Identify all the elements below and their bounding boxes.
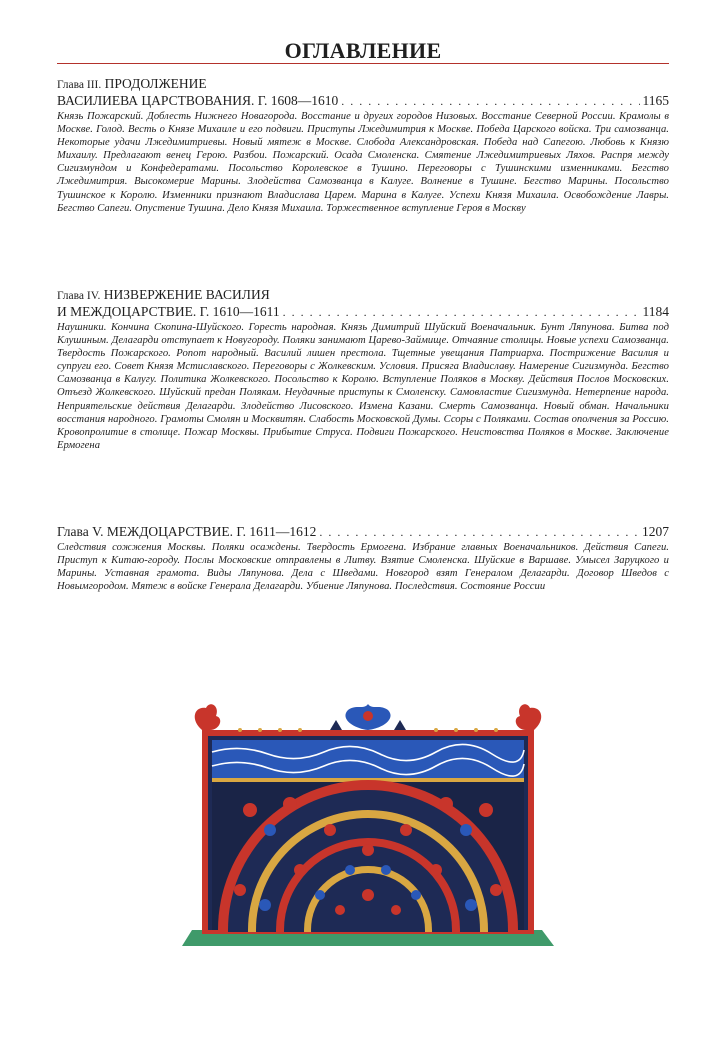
chapter-4-title-line2: И МЕЖДОЦАРСТВИЕ. Г. 1610—1611 <box>57 304 280 319</box>
chapter-3-title-line1: ПРОДОЛЖЕНИЕ <box>101 76 207 91</box>
dot-leader <box>319 525 639 540</box>
chapter-4-entry <box>57 287 669 452</box>
chapter-4-title-line1: НИЗВЕРЖЕНИЕ ВАСИЛИЯ <box>100 287 270 302</box>
dot-leader <box>283 305 640 320</box>
chapter-3-entry <box>57 76 669 215</box>
chapter-4-title-row <box>57 304 669 320</box>
chapter-4-heading <box>57 287 669 304</box>
chapter-3-title-line2: ВАСИЛИЕВА ЦАРСТВОВАНИЯ. Г. 1608—1610 <box>57 93 339 108</box>
dot-leader <box>341 94 639 109</box>
chapter-5-heading <box>57 524 316 539</box>
chapter-3-heading <box>57 76 669 93</box>
chapter-5-page-number: 1207 <box>642 524 669 539</box>
title-rule <box>57 63 669 64</box>
illuminated-arch-headpiece-icon <box>180 700 556 950</box>
chapter-5-title: МЕЖДОЦАРСТВИЕ. Г. 1611—1612 <box>103 524 317 539</box>
page-title: ОГЛАВЛЕНИЕ <box>284 38 442 63</box>
chapter-3-title-row <box>57 93 669 109</box>
chapter-3-label: Глава III. <box>57 79 102 91</box>
chapter-4-summary: Наушники. Кончина Скопина-Шуйского. Горесть народная. Князь Димитрий Шуйский Военачальник. Бунт Ляпунова. Битва под Клушиным. Делагарди отступает к Новугороду. Поляки занимают Царево-Займище. Отчаяние столицы. Новые успехи Самозванца. Твердость Пожарского. Ропот народный. Василий лишен престола. Тщетные увещания Патриарха. Пострижение Василия и супруги его. Совет Князя Мстиславского. Переговоры с Жолкевским. Условия. Присяга Владиславу. Намерение Сигизмунда. Бегство Самозванца в Калугу. Политика Жолкевского. Посольство к Королю. Вступление Поляков в Москву. Действия Послов Московских. Отъезд Жолкевского. Шуйский предан Полякам. Неудачные приступы к Смоленску. Самовластие Сигизмунда. Нетерпение народа. Неприятельские действия Делагарди. Злодейство Лисовского. Измена Казани. Смерть Самозванца. Новый обман. Начальники восстания народного. Грамоты Смолян и Москвитян. Слабость Московской Думы. Ссоры с Поляками. Состав ополчения за Россию. Кровопролитие в столице. Пожар Москвы. Прибытие Струса. Подвиги Пожарского. Неистовства Поляков в Москве. Заключение Ермогена <box>57 322 669 451</box>
chapter-5-summary: Следствия сожжения Москвы. Поляки осаждены. Твердость Ермогена. Избрание главных Военачальников. Действия Сапеги. Приступ к Китаю-городу. Послы Московские отправлены в Литву. Взятие Смоленска. Шуйские в Варшаве. Умысел Заруцкого и Марины. Уставная грамота. Виды Ляпунова. Дела с Шведами. Новгород взят Генералом Делагарди. Договор Шведов с Новымгородом. Мятеж в войске Генерала Делагарди. Убиение Ляпунова. Последствия. Состояние России <box>57 542 669 593</box>
chapter-4-page-number: 1184 <box>642 304 669 319</box>
chapter-3-summary: Князь Пожарский. Доблесть Нижнего Новагорода. Восстание и других городов Низовых. Восстание Северной России. Крамолы в Москве. Голод. Весть о Князе Михаиле и его подвиги. Приступы Лжедимитрия к Москве. Победа Царского войска. Три самозванца. Некоторые удачи Лжедимитриевы. Новый мятеж в Москве. Слобода Александровская. Победа над Сапегою. Любовь к Князю Михаилу. Предлагают венец Герою. Разбои. Пожарский. Осада Смоленска. Смятение Лжедимитриевых Ляхов. Распря между Сигизмундом и Конфедератами. Посольство Королевское в Тушино. Переговоры с Тушинскими изменниками. Бегство Лжедимитрия. Высокомерие Марины. Злодейства Самозванца в Калуге. Волнение в Тушине. Бегство Марины. Посольство Тушинское к Королю. Изменники признают Владислава Царем. Марина в Калуге. Успехи Князя Михаила. Освобождение Лавры. Бегство Сапеги. Опустение Тушина. Дело Князя Михаила. Торжественное вступление Героя в Москву <box>57 111 669 214</box>
chapter-3-page-number: 1165 <box>642 93 669 108</box>
chapter-5-entry <box>57 524 669 593</box>
chapter-5-title-row <box>57 524 669 540</box>
chapter-5-label: Глава V. <box>57 524 104 539</box>
chapter-4-label: Глава IV. <box>57 290 101 302</box>
